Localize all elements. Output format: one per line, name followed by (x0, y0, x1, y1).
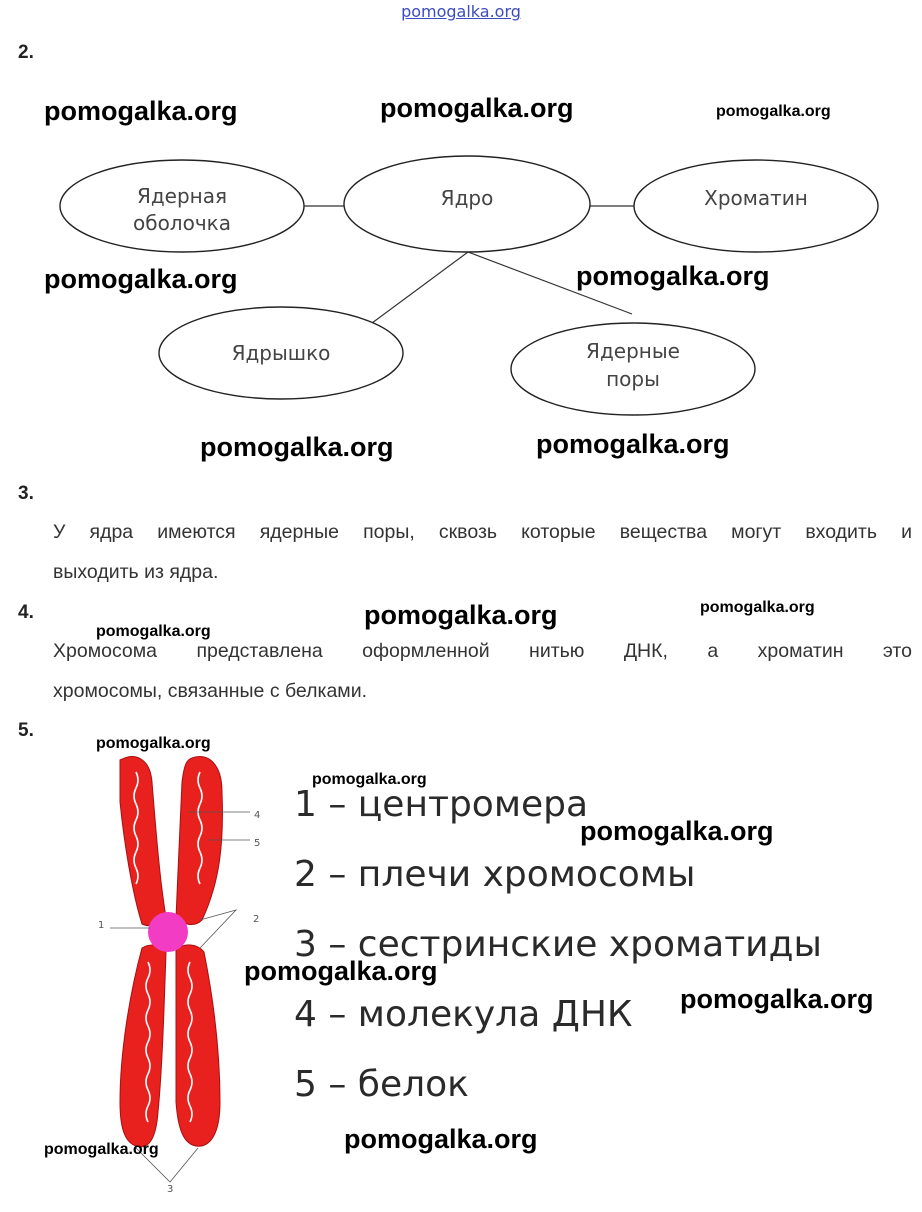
node-envelope-label-2: оболочка (133, 211, 231, 235)
link-nucleolus (368, 252, 468, 326)
watermark: pomogalka.org (312, 771, 427, 788)
figure-label-1: 1 (98, 920, 105, 931)
node-nucleus-label: Ядро (440, 186, 494, 210)
legend-item-4: 4 – молекула ДНК (294, 994, 633, 1035)
node-pores-label-1: Ядерные (586, 339, 680, 363)
watermark: pomogalka.org (576, 261, 770, 291)
watermark: pomogalka.org (536, 429, 730, 459)
question-2-number: 2. (18, 42, 34, 63)
answer-line: хромосомы, связанные с белками. (53, 680, 368, 702)
question-3-answer (53, 512, 912, 592)
watermark: pomogalka.org (44, 1141, 159, 1158)
node-envelope-label-1: Ядерная (136, 184, 228, 208)
watermark: pomogalka.org (344, 1124, 538, 1154)
watermark: pomogalka.org (680, 984, 874, 1014)
answer-line: Хромосома представлена оформленной нитью ДНК, а хроматин это (53, 640, 912, 662)
legend-item-2: 2 – плечи хромосомы (294, 854, 696, 895)
node-pores-label-2: поры (606, 367, 660, 391)
legend-item-5: 5 – белок (294, 1064, 469, 1105)
centromere-circle (148, 912, 188, 952)
watermark: pomogalka.org (716, 103, 831, 120)
watermark: pomogalka.org (96, 623, 211, 640)
watermark: pomogalka.org (364, 600, 558, 630)
watermark: pomogalka.org (200, 432, 394, 462)
question-4-answer (53, 631, 912, 711)
node-chromatin-label: Хроматин (704, 186, 808, 210)
watermark: pomogalka.org (380, 93, 574, 123)
answer-line: выходить из ядра. (53, 561, 219, 583)
legend-item-1: 1 – центромера (294, 784, 589, 825)
node-nucleolus-label: Ядрышко (231, 341, 331, 365)
figure-label-5: 5 (254, 838, 261, 849)
question-4-number: 4. (18, 602, 34, 623)
chromatid-left-upper (120, 757, 166, 926)
figure-label-2: 2 (253, 914, 260, 925)
watermark: pomogalka.org (44, 264, 238, 294)
chromatid-left-lower (120, 945, 166, 1147)
watermark: pomogalka.org (244, 956, 438, 986)
question-5-number: 5. (18, 720, 34, 741)
watermark: pomogalka.org (580, 816, 774, 846)
watermark: pomogalka.org (44, 96, 238, 126)
answer-line: У ядра имеются ядерные поры, сквозь которые вещества могут входить и (53, 521, 912, 543)
chromatid-right-upper (176, 756, 222, 924)
site-header-link[interactable]: pomogalka.org (401, 2, 521, 21)
question-3-number: 3. (18, 483, 34, 504)
watermark: pomogalka.org (700, 599, 815, 616)
watermark: pomogalka.org (96, 735, 211, 752)
chromatid-right-lower (176, 945, 220, 1146)
figure-label-3: 3 (167, 1184, 174, 1195)
pointer-2 (200, 910, 236, 948)
legend-item-3: 3 – сестринские хроматиды (294, 924, 822, 965)
figure-label-4: 4 (254, 810, 261, 821)
